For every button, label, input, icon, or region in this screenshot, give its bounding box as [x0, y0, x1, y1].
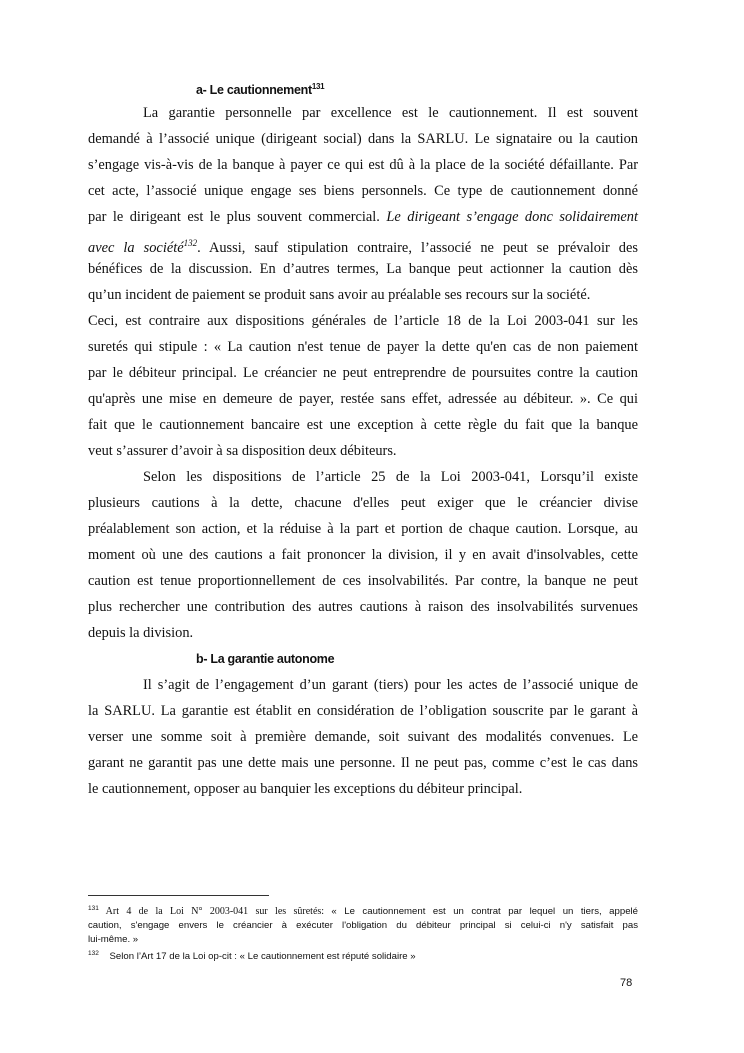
heading-a-label: a- Le cautionnement: [196, 83, 312, 98]
para1-line-1: La garantie personnelle par excellence est le cautionnement. Il est souvent: [143, 105, 638, 121]
footnote-132-text: Selon l’Art 17 de la Loi op-cit : « Le cautionnement est réputé solidaire »: [98, 951, 416, 963]
footnote-131-line-2: caution, s'engage envers le créancier à exécuter l'obligation du débiteur principal si celui-ci n'y satisfait pas: [88, 920, 638, 932]
footnote-ref-131[interactable]: 131: [311, 82, 325, 91]
para3-line-5: caution est tenue proportionnellement de ces insolvabilités. Par contre, la banque ne peut: [88, 573, 638, 589]
paragraph-cautionnement: [88, 100, 638, 646]
para2-line-3: par le débiteur principal. Le créancier ne peut entreprendre de poursuites contre la caution: [88, 365, 638, 381]
para1-line-4: cet acte, l’associé unique engage ses biens personnels. Ce type de cautionnement donné: [88, 183, 638, 199]
heading-b-label: b- La garantie autonome: [196, 652, 335, 666]
para1-line-5: [88, 204, 638, 230]
para1-line-8: qu’un incident de paiement se produit sans avoir au préalable ses recours sur la société.: [88, 287, 591, 303]
para1-line-6-italic: avec la société: [88, 239, 184, 256]
para1-line-6: [88, 230, 638, 256]
footnote-131-source: Art 4 de la Loi N° 2003-041 sur les sûretés:: [98, 906, 332, 918]
para4-line-1: Il s’agit de l’engagement d’un garant (tiers) pour les actes de l’associé unique de: [143, 677, 638, 693]
footnote-131-quote-start: « Le cautionnement est un contrat par lequel un tiers, appelé: [331, 906, 638, 918]
para2-line-2: suretés qui stipule : « La caution n'est tenue de payer la dette qu'en cas de non paiement: [88, 339, 638, 355]
footnote-132-number: 132: [88, 950, 99, 958]
para1-line-7: bénéfices de la discussion. En d’autres termes, La banque peut actionner la caution dès: [88, 261, 638, 277]
para4-line-3: verser une somme soit à première demande, soit suivant des modalités convenues. Le: [88, 729, 638, 745]
footnote-ref-132-label: 132: [183, 238, 198, 248]
para1-line-5-italic: Le dirigeant s’engage donc solidairement: [386, 209, 638, 225]
para2-line-1: Ceci, est contraire aux dispositions générales de l’article 18 de la Loi 2003-041 sur les: [88, 313, 638, 329]
heading-cautionnement: [196, 82, 324, 97]
para3-line-3: préalablement son action, et la réduise à la part et portion de chaque caution. Lorsque, au: [88, 521, 638, 537]
para3-line-7: depuis la division.: [88, 625, 194, 641]
para1-line-5-text: par le dirigeant est le plus souvent commercial.: [88, 209, 387, 225]
footnotes: [88, 902, 638, 964]
heading-garantie-autonome: [196, 652, 334, 666]
para1-line-3: s’engage vis-à-vis de la banque à payer ce qui est dû à la place de la société défaillante. Par: [88, 157, 638, 173]
paragraph-garantie-autonome: [88, 672, 638, 802]
para1-line-2: demandé à l’associé unique (dirigeant social) dans la SARLU. Le signataire ou la caution: [88, 131, 638, 147]
footnote-ref-132[interactable]: [184, 238, 198, 248]
footnote-131-line-3: lui-même. »: [88, 934, 139, 946]
para2-line-4: qu'après une mise en demeure de payer, restée sans effet, adressée au débiteur. ». Ce qui: [88, 391, 638, 407]
footnote-131-line-1: [88, 902, 638, 919]
para4-line-5: le cautionnement, opposer au banquier les exceptions du débiteur principal.: [88, 781, 523, 797]
para4-line-2: la SARLU. La garantie est établit en considération de l’obligation souscrite par le garant à: [88, 703, 638, 719]
footnote-131-number: 131: [88, 905, 99, 912]
footnote-132: [88, 947, 638, 964]
para1-line-6-text: . Aussi, sauf stipulation contraire, l’associé ne peut se prévaloir des: [197, 239, 638, 256]
para3-line-1: Selon les dispositions de l’article 25 de la Loi 2003-041, Lorsqu’il existe: [143, 469, 638, 485]
para2-line-5: fait que le cautionnement bancaire est une exception à cette règle du fait que la banque: [88, 417, 638, 433]
footnote-separator: [88, 895, 269, 896]
para3-line-6: plus rechercher une contribution des autres cautions à raison des insolvabilités survenues: [88, 599, 638, 615]
para2-line-6: veut s’assurer d’avoir à sa disposition deux débiteurs.: [88, 443, 397, 459]
para3-line-4: moment où une des cautions a fait prononcer la division, il y en avait d'insolvables, cette: [88, 547, 638, 563]
para4-line-4: garant ne garantit pas une dette mais une personne. Il ne peut pas, comme c’est le cas dans: [88, 755, 638, 771]
page-number: 78: [620, 977, 633, 989]
para3-line-2: plusieurs cautions à la dette, chacune d'elles peut exiger que le créancier divise: [88, 495, 638, 511]
